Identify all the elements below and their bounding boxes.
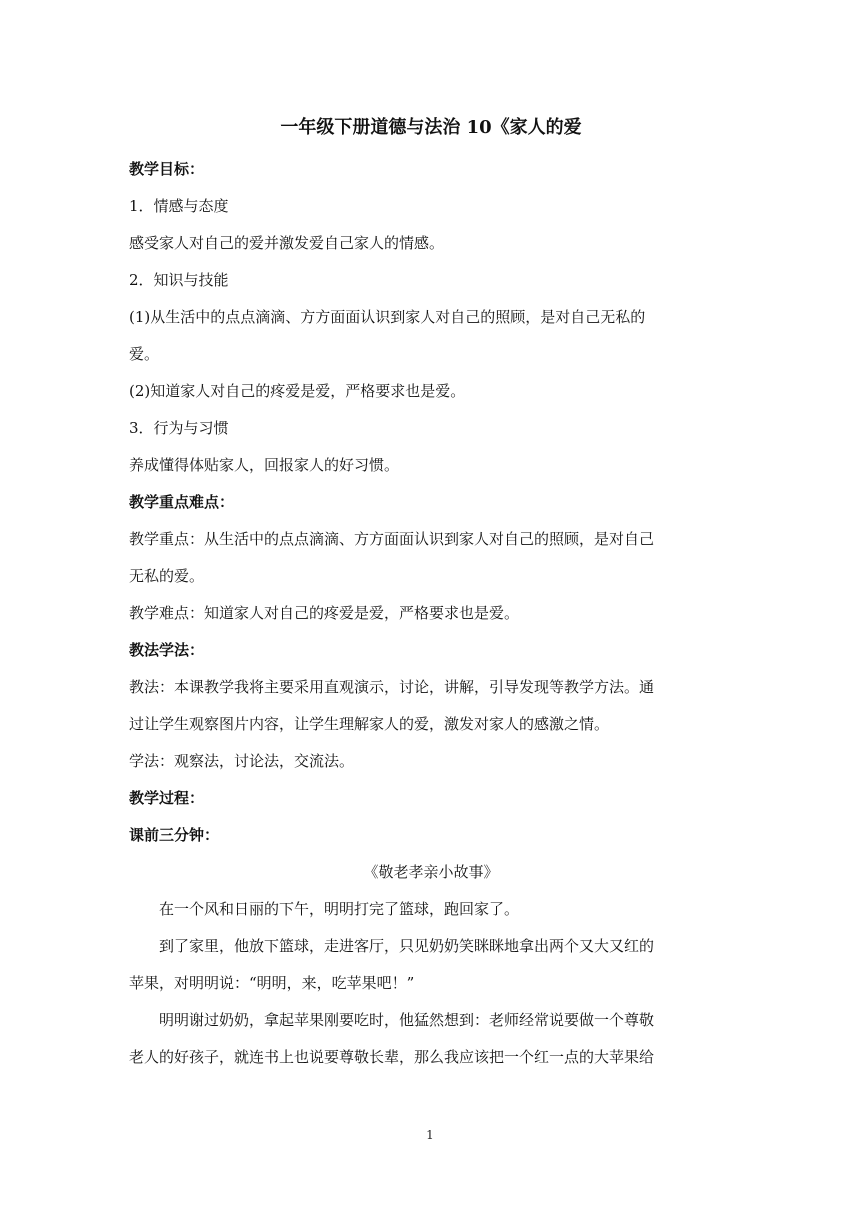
story-paragraph-2-line1: 到了家里，他放下篮球，走进客厅，只见奶奶笑眯眯地拿出两个又大又红的 (159, 937, 655, 955)
goal1-text: 感受家人对自己的爱并激发爱自己家人的情感。 (129, 234, 445, 252)
key-point-line1: 教学重点：从生活中的点点滴滴、方方面面认识到家人对自己的照顾，是对自己 (129, 530, 655, 548)
story-paragraph-1: 在一个风和日丽的下午，明明打完了篮球，跑回家了。 (159, 900, 520, 918)
goal3-text: 养成懂得体贴家人，回报家人的好习惯。 (129, 456, 400, 474)
goal2-item1-line2: 爱。 (129, 345, 160, 363)
goals-heading: 教学目标： (129, 160, 205, 178)
goal1-heading: 1．情感与态度 (129, 197, 229, 215)
key-points-heading: 教学重点难点： (129, 493, 235, 511)
key-point-line2: 无私的爱。 (129, 567, 205, 585)
teaching-method-line2: 过让学生观察图片内容，让学生理解家人的爱，激发对家人的感激之情。 (129, 715, 610, 733)
goal2-item1-line1: (1)从生活中的点点滴滴、方方面面认识到家人对自己的照顾，是对自己无私的 (129, 308, 646, 326)
pre-class-heading: 课前三分钟： (129, 826, 220, 844)
page-number: 1 (426, 1128, 434, 1142)
learning-method: 学法：观察法，讨论法，交流法。 (129, 752, 355, 770)
story-paragraph-2-line2: 苹果，对明明说：“明明，来，吃苹果吧！” (129, 974, 415, 992)
process-heading: 教学过程： (129, 789, 205, 807)
goal2-item2: (2)知道家人对自己的疼爱是爱，严格要求也是爱。 (129, 382, 466, 400)
methods-heading: 教法学法： (129, 641, 205, 659)
story-paragraph-3-line1: 明明谢过奶奶，拿起苹果刚要吃时，他猛然想到：老师经常说要做一个尊敬 (159, 1011, 655, 1029)
goal3-heading: 3．行为与习惯 (129, 419, 229, 437)
document-title: 一年级下册道德与法治 10《家人的爱 (280, 117, 582, 138)
document-body (129, 113, 733, 1076)
goal2-heading: 2．知识与技能 (129, 271, 229, 289)
story-title: 《敬老孝亲小故事》 (363, 863, 499, 881)
story-paragraph-3-line2: 老人的好孩子，就连书上也说要尊敬长辈，那么我应该把一个红一点的大苹果给 (129, 1048, 655, 1066)
difficulty-text: 教学难点：知道家人对自己的疼爱是爱，严格要求也是爱。 (129, 604, 520, 622)
teaching-method-line1: 教法：本课教学我将主要采用直观演示，讨论，讲解，引导发现等教学方法。通 (129, 678, 655, 696)
